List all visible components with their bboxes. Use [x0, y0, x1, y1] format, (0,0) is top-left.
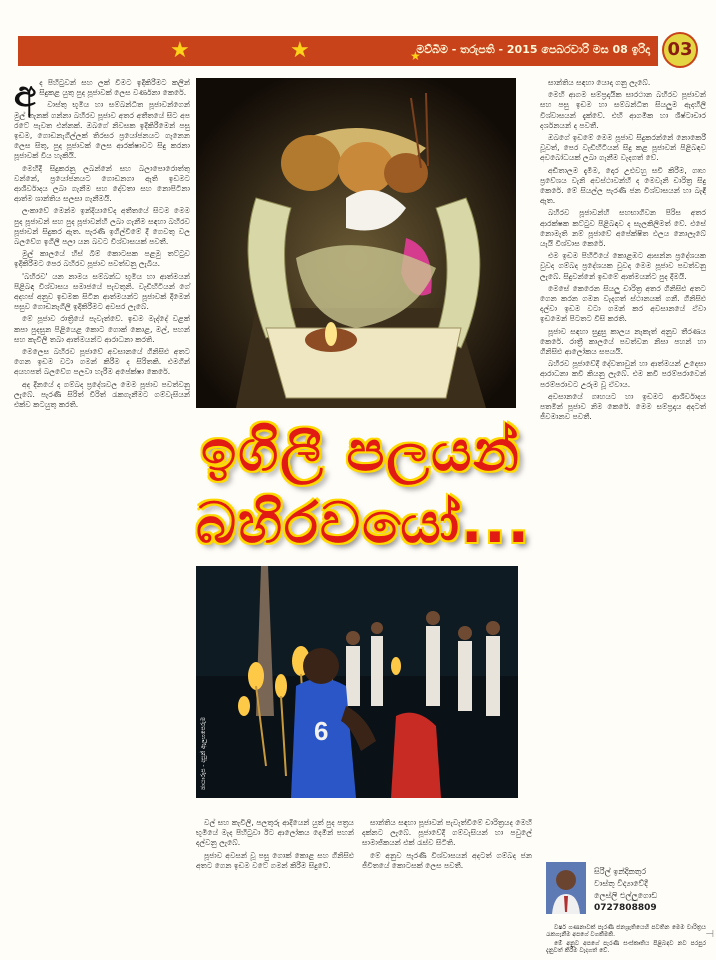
author-phone: 0727808809 — [594, 903, 657, 913]
page-number-badge: 03 — [662, 32, 698, 68]
paragraph: සාන්තිය සඳහා යොදා ගනු ලැබේ. — [548, 78, 651, 87]
author-portrait — [546, 862, 586, 914]
paragraph: මෙලෙස බහිරව පූජාවේ අවසානයේ ගිනිසිළු අතට ගෙන ඉඩම වටා ගමන් කිරීම ද සිරිතකි. එමගින් අයහපත් බලවේග පලවා හැරීම අපේක්ෂා කෙරේ. — [14, 347, 190, 377]
photo-credit: ඡායාරූප - දසුන් ඇලහපෙරුම — [200, 716, 207, 790]
paragraph: මේ අනුව පැරණි විශ්වාසයන් අදටත් ගම්බද ජන ජීවිතයේ කොටසක් ලෙස පවතී. — [362, 850, 532, 870]
paragraph: ද පිහිටුවන් සහ ලක් වීමට ඉදිකිරීමට කලින් සිදුකළ යුතු පුද පූජාවක් ලෙස වර්ණනා කෙරේ. — [39, 78, 190, 98]
paragraph: මෙහි ආගම සම්ප්‍රදායික සාරථාන බහිරව පූජාවන් සහ පසු ඉඩම හා සම්බන්ධිත සියලුම ඇදහිලි විශ්වාසයන් දැක්වේ. එහි ආගමික හා ශිෂ්ටාචාර දර්ශනයන් ද පවතී. — [540, 90, 706, 130]
paragraph: මෙහිදී සිදුකරනු ලබන්නේ සහ බලාපොරොත්තු වන්නේ, ප්‍රයෝජනයට ගොඩනගා ඇති ඉඩමට ආශිර්වාදය ලබා ගැනීම සහ දේවතා සහ නොපිටිනා ආත්ම ශාන්තිය සලසා ගැනීමයි. — [14, 163, 190, 204]
star-icon: ★ — [410, 49, 421, 63]
author-name: සිරිල් ඉන්දිකතුර — [594, 867, 647, 876]
paragraph: පූජාව සඳහා සුදුසු කාලය නැකැත් අනුව තීරණය කෙරේ. රාත්‍රී කාලයේ පවත්වන නිසා පහන් හා ගිනිසිළු ආලෝකය සපයයි. — [540, 326, 706, 357]
paragraph: 'බහිරව' යන නාමය සම්බන්ධ භූමිය හා ආත්මයන් පිළිබඳ විශ්වාසය සමාජයේ පැවතුනි. වැඩිහිටියන් ගේ අදහස් අනුව ඉඩමක සිටින ආත්මයන්ට පූජාවක් දීමෙන් පසුව ගොඩනැගිලි ඉදිකිරීමට අවසර ලැබේ. — [14, 271, 190, 312]
author-location: ලෙස්ලි එල්ලුගොඩ — [594, 891, 658, 900]
page-header-band — [18, 36, 658, 66]
author-box — [546, 862, 706, 922]
paragraph: බහිරව පූජාවේදී දේවතාවුන් හා ආත්මයන් උදෙසා ආරාධනා කවි කියනු ලැබේ. එම කවි පරම්පරාවෙන් පරම්පරාවට උරුම වූ ඒවාය. — [540, 359, 706, 389]
paragraph: ඔබගේ ඉඩමේ මෙම පූජාව සිදුකරන්නේ නොකෙරී වූවත්, පෙර වැඩිහිටියන් සිදු කළ පූජාවන් පිළිබඳව අවබෝධයක් ලබා ගැනීම වැදගත් වේ. — [540, 133, 706, 163]
offering-illustration — [196, 78, 516, 408]
paragraph: අඩිතාලම දැමීම, දොර උළුවහු සවි කිරීම, ගෘහ ප්‍රවේශය වැනි අවස්ථාවන්හි ද මෙවැනි චාරිත්‍ර සිදු කෙරේ. මේ සියල්ල පැරණි ජන විශ්වාසයන් හා බැඳී ඇත. — [540, 165, 706, 206]
corner-mark: ⊣ — [705, 929, 714, 940]
paragraph: අද දිනයේ ද ගම්බද ප්‍රදේශවල මෙම පූජාව පවත්වනු ලැබේ. පැරණි සිරිත් විරිත් රැකගැනීමට ගම්වැසියන් එක්ව කටයුතු කරති. — [14, 379, 190, 410]
jersey-number: 6 — [314, 716, 329, 746]
paragraph: වාස්තු භූමිය හා සම්බන්ධිත පූජාවන්ගෙන් මුල් තැනක් ගන්නා බහිරව පූජාව අතර අතීතයේ සිට අප රටේ පැවත එන්නක්. ඔබගේ නිවසක ඉදිකිරීමෙන් පසු ඉඩම, ගොඩනැගිල්ලක් තිරසර ප්‍රයෝජනයට ගැනෙන ලෙස සිතු, පුද පූජාවක් ලෙස ආරක්ෂාවට සිදු කරනා පූජාවක් වීය හැකියි. — [14, 100, 190, 161]
paragraph: බහිරව පූජාවන්හි සහභාගිවන පිරිස අතර ආරක්ෂක කට්ටුව පිළිබඳව ද සැලකිලිමත් වේ. එසේ නොමැති නම් පූජාවේ අපේක්ෂිත ඵලය නොලැබේ යැයි විශ්වාස කෙරේ. — [540, 208, 706, 249]
author-title: වාස්තු විද්‍යාවේදී — [594, 879, 648, 888]
paragraph: මෙසේ කෙරෙන සියලු චාරිත්‍ර අතර ගිනිසිළු අතට ගෙන කරන ගමන වැදගත් ස්ථානයක් ගනී. ගිනිසිළු දල්වා ඉඩම වටා ගමන් කර අවසානයේ ඒවා ඉඩමෙන් පිටතට විසි කරති. — [540, 283, 706, 324]
issue-line: මව්බිම - තරුපති - 2015 පෙබරවාරි මස 08 ඉරිදා — [416, 43, 650, 56]
headline-line-2: බහිරවයෝ... — [196, 491, 531, 556]
paragraph: සාන්තිය සඳහා පූජාවන් පැවැත්වීමේ චාරිත්‍රයද මෙහි දක්නට ලැබේ. පූජාවේදී ගම්වැසියන් හා පවුලේ සාමාජිකයන් එක් රැස්ව සිටිති. — [362, 818, 532, 848]
drop-cap: අ — [14, 73, 37, 115]
paragraph: මේ පූජාව රාත්‍රියේ පැවැත්වේ. ඉඩම මැද්දේ වළක් කපා පුදසුන පිළියෙළ කොට ගොක් කොළ, මල්, පහන් සහ කැවිලි තබා ආත්මයන්ට ආරාධනා කරති. — [14, 314, 190, 344]
offering-photo — [196, 78, 516, 408]
paragraph: පූජාව අවසන් වූ පසු ගොක් කොළ සහ ගිනිසිළු අතට ගෙන ඉඩම වටේ ගමන් කිරීම සිදුවේ. — [196, 850, 354, 870]
author-details — [594, 866, 657, 914]
author-photo — [546, 862, 586, 914]
headline-line-1: ඉගිලී පලයන් — [201, 419, 521, 484]
star-icon: ★ — [170, 38, 190, 63]
article-column-1 — [14, 73, 190, 940]
paragraph: වල් සහ කැවිලි, පලතුරු ආදියෙන් යුත් පුද පත්‍රය භූමියේ මැද පිහිටුවා ඊට ආලෝකය දෙමින් පහන් දල්වනු ලැබේ. — [196, 818, 354, 848]
night-ritual-photo — [196, 566, 518, 798]
paragraph: එම ඉඩම පිහිටියේ කොළඹට ආසන්න ප්‍රදේශයක වුවද ගම්බද ප්‍රදේශයක වුවද මෙම පූජාව පවත්වනු ලැබේ. සිදුවන්නේ ඉඩමේ ආත්මයන්ට පුද දීමයි. — [540, 251, 706, 281]
article-headline — [196, 415, 531, 561]
paragraph: ලංකාවේ මෙන්ම ඉන්දියාවේද අතීතයේ සිටම මෙම පුද පූජාවන් සහ පුද පූජාවන්හි ලබා ගැනීම සඳහා බහිරව පූජාවන් සිදුකර ඇත. පැරණි ඉගිල්වීමේ දී ගෙවතු වල බලවේග ඉගිලී පලා යන බවට විශ්වාසයක් පවතී. — [14, 206, 190, 247]
paragraph: අවසානයේ ගෘහයට හා ඉඩමට ආශිර්වාදය පතමින් පූජාව නිම කෙරේ. මෙම සම්ප්‍රදාය අදටත් ජීවමානව පවතී. — [540, 391, 706, 422]
paragraph: මුල් කාලයේ හිස් බිම් කොටසක පළමු තට්ටුව ඉදිකිරීමට පෙර බහිරව පූජාව පවත්වනු ලැබීය. — [14, 249, 190, 269]
star-icon: ★ — [290, 38, 310, 63]
article-column-3 — [362, 818, 532, 942]
article-column-5 — [546, 924, 706, 954]
paragraph: වර්ෂ ගණනාවක් පැරණි ජනශ්‍රැතියෙහි පවතින මෙම චාරිත්‍රය රැකගැනීම අපගේ වගකීමකි. — [546, 924, 706, 938]
paragraph: මේ අනුව අපගේ පැරණි සංස්කෘතිය පිළිබඳව නව පරපුර දැනුවත් කිරීම වැදගත් වේ. — [546, 940, 706, 954]
ritual-illustration — [196, 566, 518, 798]
article-column-4 — [540, 78, 706, 854]
article-column-2 — [196, 818, 354, 942]
